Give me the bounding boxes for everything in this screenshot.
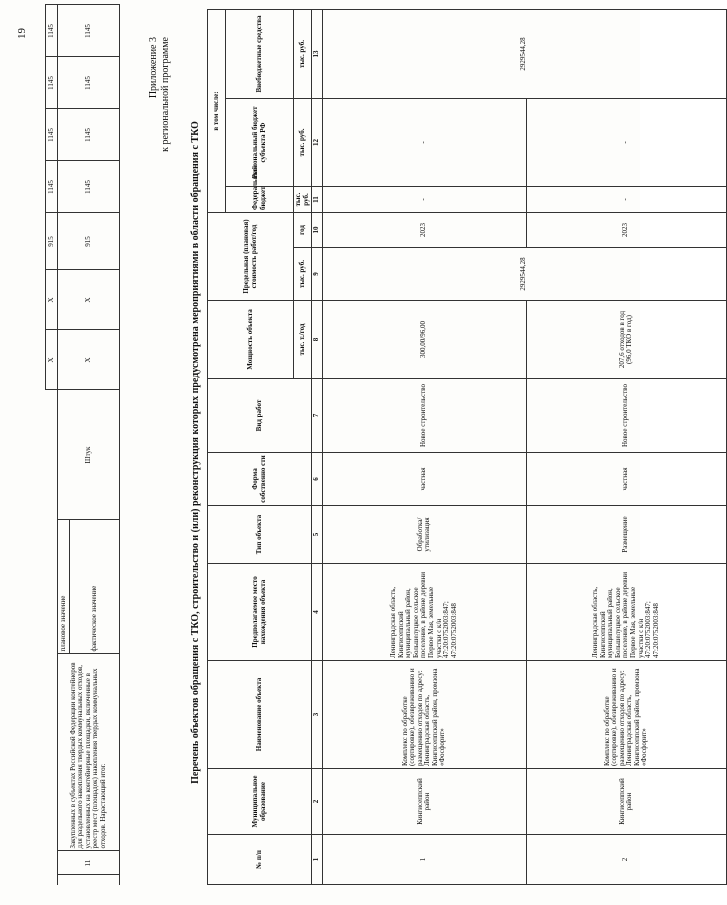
row-num: 2 xyxy=(526,835,726,885)
top-row-value: 1145 xyxy=(58,57,120,109)
top-header-value: 1145 xyxy=(46,109,58,161)
top-header-value: 1145 xyxy=(46,57,58,109)
unit-cost: тыс. руб. xyxy=(294,248,312,301)
column-number: 7 xyxy=(312,379,323,453)
row-year: 2023 xyxy=(526,213,726,248)
top-row-value: X xyxy=(58,330,120,390)
column-number: 5 xyxy=(312,506,323,564)
header-object-name: Наименование объекта xyxy=(208,661,312,769)
row-federal: - xyxy=(322,187,526,213)
row-location: Ленинградская область, Кингисеппский муниципальный район, Большелуцкое сельское поселение, в районе деревни Первое Мая, земельные участки с к/н 47:20:0752003:847; 47:20:0752003:848 xyxy=(526,564,726,661)
top-row-description: Закупленных в субъектах Российской Федерации контейнеров для раздельного накопления твердых коммунальных отходов, установленных на контейнерные площадки, включенные в реестр мест (площадок) накопления твердых коммунальных отходов. Нарастающий итог. xyxy=(58,654,120,851)
column-number: 3 xyxy=(312,661,323,769)
row-federal: - xyxy=(526,187,726,213)
unit-year: год xyxy=(294,213,312,248)
top-row-value: 1145 xyxy=(58,5,120,57)
row-work-type: Новое строительство xyxy=(526,379,726,453)
top-row-number: 11 xyxy=(58,851,120,875)
unit-extra: тыс. руб. xyxy=(294,9,312,98)
column-number: 10 xyxy=(312,213,323,248)
top-row-value: 915 xyxy=(58,213,120,270)
row-capacity: 300,00/96,00 xyxy=(322,301,526,379)
row-municipality: Кингисеппский район xyxy=(526,769,726,835)
row-location: Ленинградская область, Кингисеппский муниципальный район, Большелуцкое сельское поселение, в районе деревни Первое Мая, земельные участки с к/н 47:20:0752003:847; 47:20:0752003:848 xyxy=(322,564,526,661)
table-row xyxy=(322,9,526,884)
top-row-value: X xyxy=(58,270,120,330)
header-num: № п/п xyxy=(208,835,312,885)
header-object-type: Тип объекта xyxy=(208,506,312,564)
header-location: Предполагаемое место нахождения объекта xyxy=(208,564,312,661)
column-number: 12 xyxy=(312,99,323,187)
header-ownership: Форма собственно сти xyxy=(208,453,312,506)
row-object-name: Комплекс по обработке (сортировке), обезвреживанию и размещению отходов по адресу: Ленинградская область, Кингисеппский район, промзона «Фосфорит» xyxy=(322,661,526,769)
column-number: 2 xyxy=(312,769,323,835)
row-regional: - xyxy=(526,99,726,187)
header-capacity: Мощность объекта xyxy=(208,301,294,379)
top-table xyxy=(45,5,120,886)
objects-table xyxy=(207,9,727,885)
row-municipality: Кингисеппский район xyxy=(322,769,526,835)
row-num: 1 xyxy=(322,835,526,885)
column-number: 6 xyxy=(312,453,323,506)
document-title: Перечень объектов обращения с ТКО, строительство и (или) реконструкция которых предусмотрена мероприятиями в области обращения с ТКО xyxy=(190,121,201,784)
top-row-value: 1145 xyxy=(58,161,120,213)
fact-label: фактическое значение xyxy=(70,520,120,654)
page-number: 19 xyxy=(16,28,28,39)
unit-regional: тыс. руб. xyxy=(294,99,312,187)
top-header-value: 1145 xyxy=(46,5,58,57)
header-regional: Региональный бюджет субъекта РФ xyxy=(226,99,294,187)
column-number: 11 xyxy=(312,187,323,213)
unit-cell: Штук xyxy=(58,390,120,520)
header-including: в том числе: xyxy=(208,9,226,212)
plan-label: плановое значение xyxy=(58,520,70,654)
header-cost: Предельная (плановая) стоимость работ/год xyxy=(208,213,294,301)
header-work-type: Вид работ xyxy=(208,379,312,453)
top-header-value: X xyxy=(46,330,58,390)
row-capacity: 207,6 отходов в год (96,0 ТКО в год) xyxy=(526,301,726,379)
header-federal: Федеральный бюджет xyxy=(226,187,294,213)
row-regional: - xyxy=(322,99,526,187)
row-work-type: Новое строительство xyxy=(322,379,526,453)
header-extra: Внебюджетные средства xyxy=(226,9,294,98)
row-ownership: частная xyxy=(526,453,726,506)
table-row xyxy=(526,9,726,884)
column-number: 9 xyxy=(312,248,323,301)
top-header-value: 915 xyxy=(46,213,58,270)
header-municipality: Муниципальное образование xyxy=(208,769,312,835)
annex-line-1: Приложение 3 xyxy=(148,37,159,99)
merged-cost: 2929544,28 xyxy=(322,248,726,301)
row-object-type: Размещение xyxy=(526,506,726,564)
column-number: 1 xyxy=(312,835,323,885)
top-row-value: 1145 xyxy=(58,109,120,161)
merged-extra: 2929544,28 xyxy=(322,9,726,98)
unit-federal: тыс. руб. xyxy=(294,187,312,213)
column-number: 8 xyxy=(312,301,323,379)
row-object-name: Комплекс по обработке (сортировке), обезвреживанию и размещению отходов по адресу: Ленинградская область, Кингисеппский район, промзона «Фосфорит» xyxy=(526,661,726,769)
top-header-value: X xyxy=(46,270,58,330)
row-ownership: частная xyxy=(322,453,526,506)
row-year: 2023 xyxy=(322,213,526,248)
annex-line-2: к региональной программе xyxy=(160,37,171,152)
unit-capacity: тыс. т./год xyxy=(294,301,312,379)
row-object-type: Обработка/ утилизация xyxy=(322,506,526,564)
top-header-value: 1145 xyxy=(46,161,58,213)
column-number: 13 xyxy=(312,9,323,98)
column-number: 4 xyxy=(312,564,323,661)
